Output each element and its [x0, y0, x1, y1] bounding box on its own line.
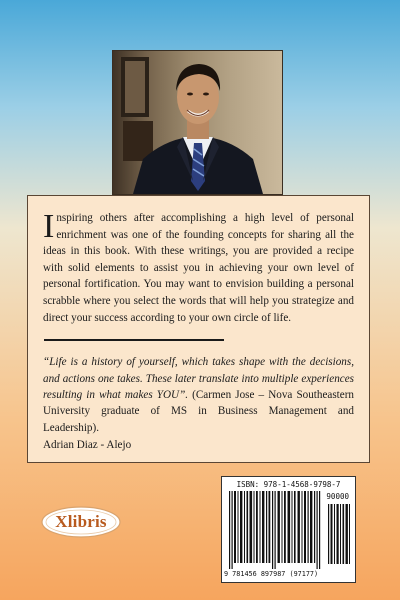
description-paragraph: [43, 210, 354, 326]
back-cover-text-box: [27, 195, 370, 463]
drop-cap: I: [43, 208, 55, 245]
quote-paragraph: [43, 354, 354, 436]
barcode-number: 9 781456 897987 (97177): [224, 570, 319, 578]
divider-rule: [44, 339, 224, 341]
barcode-bars: [227, 491, 327, 569]
quote-attribution: (Carmen Jose – Nova Southeastern University graduate of MS in Business Management and Leadership).: [43, 388, 354, 434]
description-text: nspiring others after accomplishing a high level of personal enrichment was one of the founding concepts for sharing all the ideas in this book. With these writings, you are provided a recipe with solid elements to assist you in achieving your own level of personal fortification. You may want to envision building a personal scrabble where you select the words that will help you strategize and direct your success according to your own circle of life.: [43, 212, 354, 324]
quote-text: “Life is a history of yourself, which takes shape with the decisions, and actions one takes. These later translate into multiple experiences resulting in what makes YOU”.: [43, 356, 354, 401]
addon-barcode: [327, 504, 353, 564]
author-signature: Adrian Diaz - Alejo: [43, 439, 132, 452]
publisher-logo: [40, 505, 122, 539]
price-code: 90000: [326, 492, 349, 501]
isbn-barcode: [221, 476, 356, 583]
publisher-logo-text: Xlibris: [55, 512, 107, 531]
isbn-label: ISBN: 978-1-4568-9798-7: [236, 480, 341, 489]
author-photo: [112, 50, 283, 195]
